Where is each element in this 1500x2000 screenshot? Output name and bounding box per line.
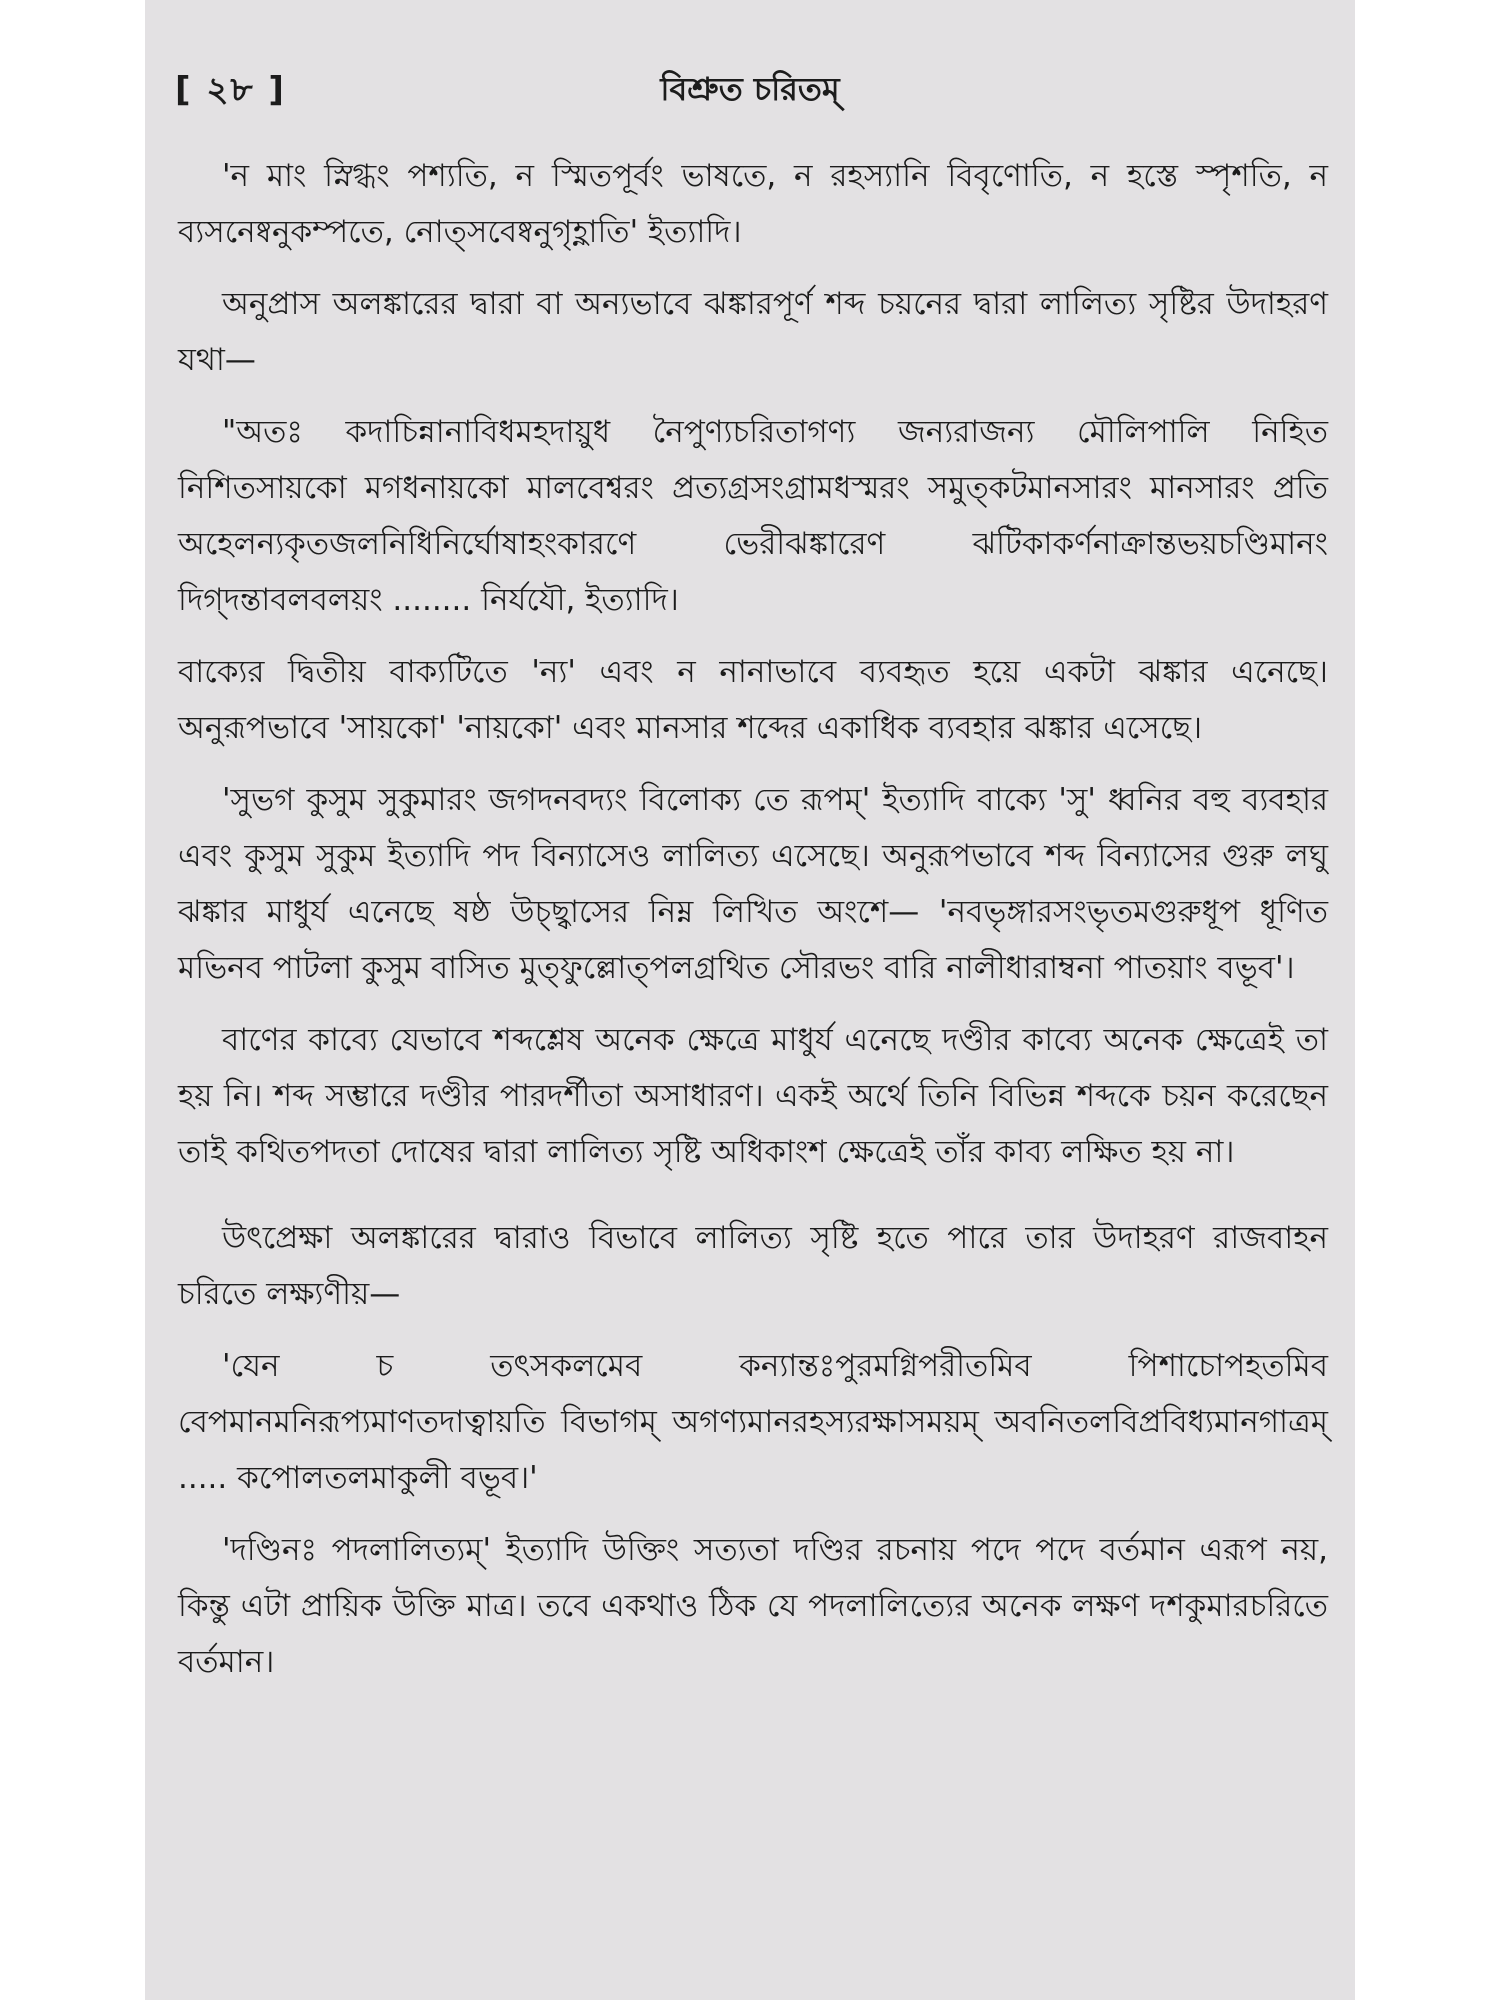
paragraph-utpreksha: উৎপ্রেক্ষা অলঙ্কারের দ্বারাও বিভাবে লালিত্য সৃষ্টি হতে পারে তার উদাহরণ রাজবাহন চরিতে লক্ষ্যণীয়— <box>178 1220 1328 1312</box>
paragraph-quote-1: 'ন মাং স্নিগ্ধং পশ্যতি, ন স্মিতপূর্বং ভাষতে, ন রহস্যানি বিবৃণোতি, ন হস্তে স্পৃশতি, ন ব্যসনেষ্বনুকম্পতে, নোত্‌সবেষ্বনুগৃহ্ণাতি' ইত্যাদি। <box>178 158 1328 250</box>
page-number: [ ২৮ ] <box>175 70 286 110</box>
paragraph-conclusion: 'দণ্ডিনঃ পদলালিত্যম্' ইত্যাদি উক্তিং সত্যতা দণ্ডির রচনায় পদে পদে বর্তমান এরূপ নয়, কিন্তু এটা প্রায়িক উক্তি মাত্র। তবে একথাও ঠিক যে পদলালিত্যের অনেক লক্ষণ দশকুমারচরিতে বর্তমান। <box>178 1532 1328 1680</box>
page-header <box>175 58 1325 118</box>
paragraph-quote-2: "অতঃ কদাচিন্নানাবিধমহদায়ুধ নৈপুণ্যচরিতাগণ্য জন্যরাজন্য মৌলিপালি নিহিত নিশিতসায়কো মগধনায়কো মালবেশ্বরং প্রত্যগ্রসংগ্রামধস্মরং সমুত্‌কটমানসারং মানসারং প্রতি অহেলন্যকৃতজলনিধিনির্ঘোষাহংকারণে ভেরীঝঙ্কারেণ ঝটিকাকর্ণনাক্রান্তভয়চণ্ডিমানং দিগ্‌দন্তাবলবলয়ং ........ নির্যযৌ, ইত্যাদি। <box>178 414 1328 618</box>
paragraph-commentary-1: বাক্যের দ্বিতীয় বাক্যটিতে 'ন্য' এবং ন নানাভাবে ব্যবহৃত হয়ে একটা ঝঙ্কার এনেছে। অনুরূপভাবে 'সায়কো' 'নায়কো' এবং মানসার শব্দের একাধিক ব্যবহার ঝঙ্কার এসেছে। <box>178 654 1328 746</box>
paragraph-bana-dandi: বাণের কাব্যে যেভাবে শব্দশ্লেষ অনেক ক্ষেত্রে মাধুর্য এনেছে দণ্ডীর কাব্যে অনেক ক্ষেত্রেই তা হয় নি। শব্দ সম্ভারে দণ্ডীর পারদর্শীতা অসাধারণ। একই অর্থে তিনি বিভিন্ন শব্দকে চয়ন করেছেন তাই কথিতপদতা দোষের দ্বারা লালিত্য সৃষ্টি অধিকাংশ ক্ষেত্রেই তাঁর কাব্য লক্ষিত হয় না। <box>178 1022 1328 1170</box>
page-body <box>178 148 1328 1706</box>
paragraph-subhaga: 'সুভগ কুসুম সুকুমারং জগদনবদ্যং বিলোক্য তে রূপম্' ইত্যাদি বাক্যে 'সু' ধ্বনির বহু ব্যবহার এবং কুসুম সুকুম ইত্যাদি পদ বিন্যাসেও লালিত্য এসেছে। অনুরূপভাবে শব্দ বিন্যাসের গুরু লঘু ঝঙ্কার মাধুর্য এনেছে ষষ্ঠ উচ্ছ্বাসের নিম্ন লিখিত অংশে— 'নবভৃঙ্গারসংভৃতমগুরুধূপ ধূণিত মভিনব পাটলা কুসুম বাসিত মুত্‌ফুল্লোত্‌পলগ্রথিত সৌরভং বারি নালীধারাম্বনা পাতয়াং বভূব'। <box>178 782 1328 986</box>
paragraph-anuprasa: অনুপ্রাস অলঙ্কারের দ্বারা বা অন্যভাবে ঝঙ্কারপূর্ণ শব্দ চয়নের দ্বারা লালিত্য সৃষ্টির উদাহরণ যথা— <box>178 286 1328 378</box>
running-title: বিশ্রুত চরিতম্ <box>660 70 840 108</box>
paragraph-quote-3: 'যেন চ তৎসকলমেব কন্যান্তঃপুরমগ্নিপরীতমিব পিশাচোপহতমিব বেপমানমনিরূপ্যমাণতদাত্বায়তি বিভাগম্ অগণ্যমানরহস্যরক্ষাসময়ম্ অবনিতলবিপ্রবিধ্যমানগাত্রম্ ..... কপোলতলমাকুলী বভূব।' <box>178 1348 1328 1496</box>
